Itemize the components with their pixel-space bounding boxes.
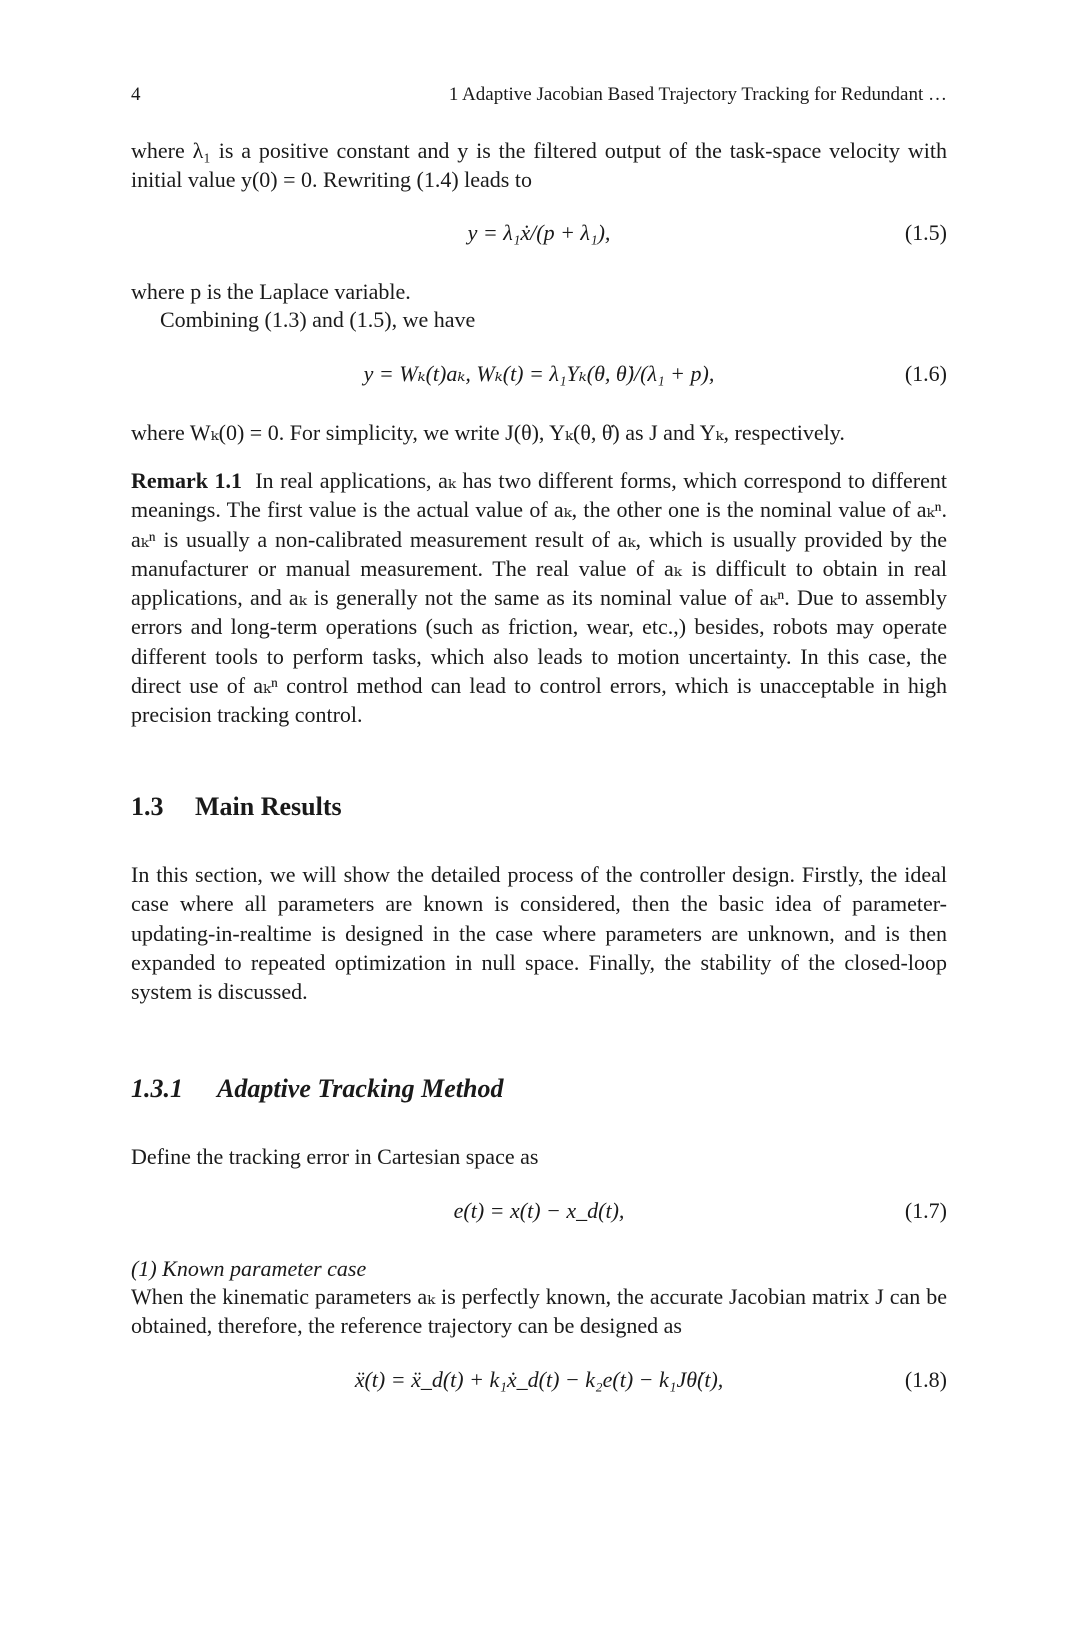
subsection-number: 1.3.1	[131, 1074, 183, 1103]
section-heading	[131, 792, 342, 822]
equation-1-6	[131, 361, 947, 391]
remark-block	[131, 466, 947, 730]
section-title: Main Results	[195, 792, 342, 821]
remark-label: Remark 1.1	[131, 468, 243, 493]
equation-1-5	[131, 220, 947, 250]
equation-expression: ẍ(t) = ẍ_d(t) + k₁ẋ_d(t) − k₂e(t) − k₁Jθ̇(t),	[354, 1367, 724, 1392]
paragraph-section-intro: In this section, we will show the detailed process of the controller design. Firstly, the ideal case where all parameters are known is considered, then the basic idea of parameter-updating-in-realtime is designed in the case where parameters are unknown, and is then expanded to repeated optimization in null space. Finally, the stability of the closed-loop system is discussed.	[131, 862, 947, 1005]
section-number: 1.3	[131, 792, 164, 821]
equation-number: (1.7)	[904, 1198, 947, 1223]
subsection-title: Adaptive Tracking Method	[217, 1074, 504, 1103]
equation-expression: y = Wₖ(t)aₖ, Wₖ(t) = λ₁Yₖ(θ, θ̇)/(λ₁ + p),	[363, 361, 715, 386]
equation-expression: y = λ₁ẋ/(p + λ₁),	[467, 220, 611, 245]
paragraph-laplace: where p is the Laplace variable.	[131, 279, 411, 304]
page-number: 4	[131, 84, 141, 105]
equation-1-7	[131, 1198, 947, 1228]
running-title: 1 Adaptive Jacobian Based Trajectory Tracking for Redundant …	[448, 84, 947, 105]
remark-text: In real applications, aₖ has two different forms, which correspond to different meanings. The first value is the actual value of aₖ, the other one is the nominal value of aₖⁿ. aₖⁿ is usually a non-calibrated measurement result of aₖ, which is usually provided by the manufacturer or manual measurement. The real value of aₖ is difficult to obtain in real applications, and aₖ is generally not the same as its nominal value of aₖⁿ. Due to assembly errors and long-term operations (such as friction, wear, etc.,) besides, robots may operate different tools to perform tasks, which also leads to motion uncertainty. In this case, the direct use of aₖⁿ control method can lead to control errors, which is unacceptable in high precision tracking control.	[131, 468, 947, 728]
paragraph-define-error: Define the tracking error in Cartesian space as	[131, 1144, 539, 1169]
case-heading: (1) Known parameter case	[131, 1256, 367, 1281]
equation-1-8	[131, 1367, 947, 1397]
paragraph-simplicity: where Wₖ(0) = 0. For simplicity, we write J(θ), Yₖ(θ, θ̇) as J and Yₖ, respectively.	[131, 420, 845, 445]
paragraph-known-case: When the kinematic parameters aₖ is perfectly known, the accurate Jacobian matrix J can be obtained, therefore, the reference trajectory can be designed as	[131, 1284, 947, 1339]
paragraph-filtered-output: where λ₁ is a positive constant and y is the filtered output of the task-space velocity with initial value y(0) = 0. Rewriting (1.4) leads to	[131, 138, 947, 193]
equation-number: (1.5)	[904, 220, 947, 245]
page-header	[131, 84, 947, 112]
equation-number: (1.6)	[904, 361, 947, 386]
subsection-heading	[131, 1074, 503, 1104]
equation-expression: e(t) = x(t) − x_d(t),	[453, 1198, 625, 1223]
equation-number: (1.8)	[904, 1367, 947, 1392]
paragraph-combining: Combining (1.3) and (1.5), we have	[160, 307, 476, 332]
